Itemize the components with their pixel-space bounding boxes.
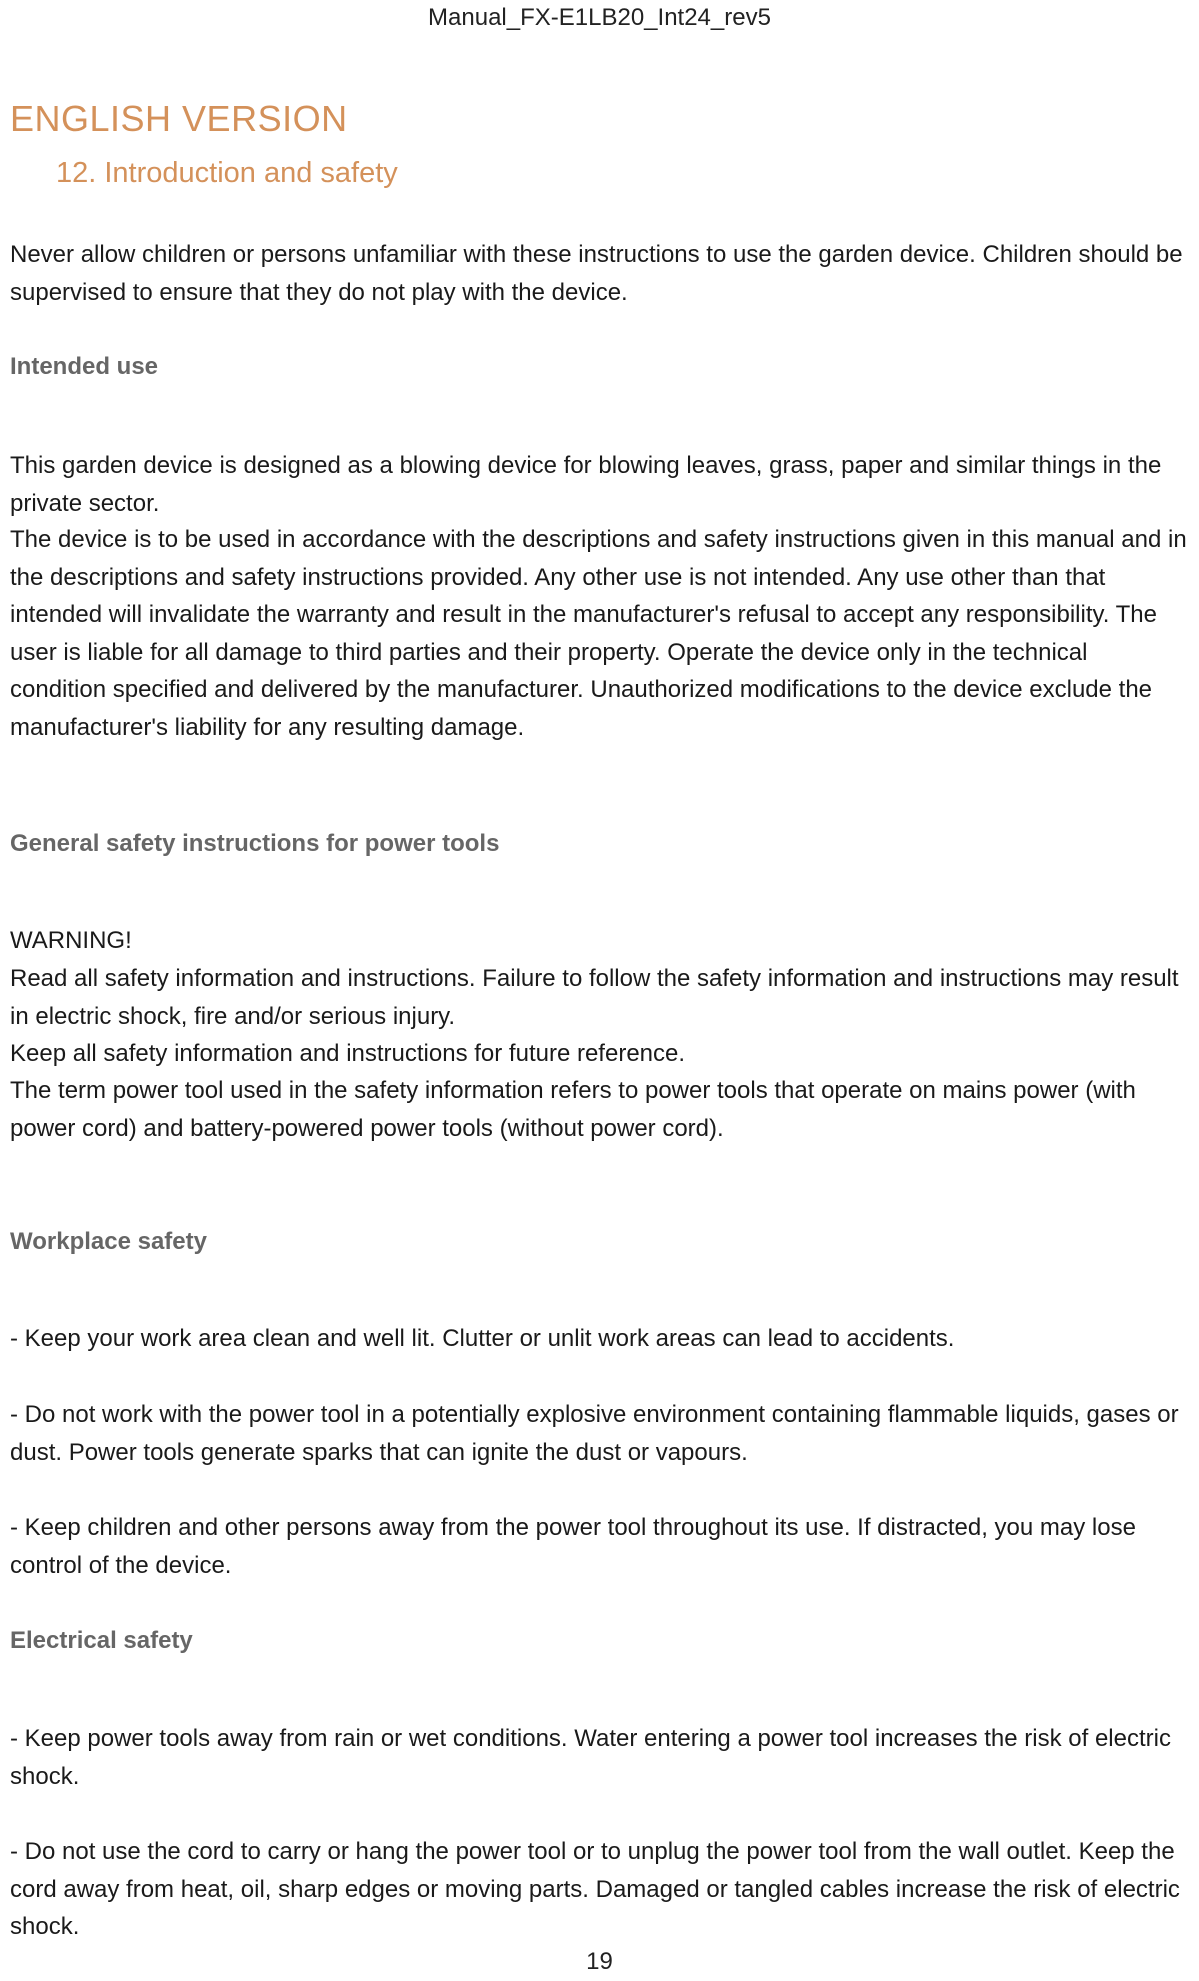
workplace-safety-heading: Workplace safety — [10, 1228, 207, 1255]
safety-power-tool-definition: The term power tool used in the safety information refers to power tools that operate on mains power (with power cord) and battery-powered power tools (without power cord). — [10, 1077, 1136, 1142]
intended-use-paragraph: This garden device is designed as a blowing device for blowing leaves, grass, paper and similar things in the private sector. — [10, 452, 1162, 517]
electrical-safety-heading: Electrical safety — [10, 1627, 193, 1654]
intended-use-paragraph-2: The device is to be used in accordance with the descriptions and safety instructions given in this manual and in the descriptions and safety instructions provided. Any other use is not intended. Any use other than that intended will invalidate the warranty and result in the manufacturer's refusal to accept any responsibility. The user is liable for all damage to third parties and their property. Operate the device only in the technical condition specified and delivered by the manufacturer. Unauthorized modifications to the device exclude the manufacturer's liability for any resulting damage. — [10, 526, 1187, 741]
section-title: 12. Introduction and safety — [56, 157, 398, 189]
electrical-item: - Do not use the cord to carry or hang the power tool or to unplug the power tool from the wall outlet. Keep the cord away from heat, oil, sharp edges or moving parts. Damaged or tangled cables increase the risk of electric shock. — [10, 1838, 1180, 1940]
safety-keep-instructions: Keep all safety information and instructions for future reference. — [10, 1040, 686, 1067]
page-number: 19 — [586, 1948, 613, 1975]
intro-paragraph: Never allow children or persons unfamiliar with these instructions to use the garden device. Children should be supervised to ensure that they do not play with the device. — [10, 241, 1183, 306]
intended-use-heading: Intended use — [10, 353, 159, 380]
document-header: Manual_FX-E1LB20_Int24_rev5 — [428, 4, 771, 31]
workplace-item: - Keep your work area clean and well lit. Clutter or unlit work areas can lead to accidents. — [10, 1325, 955, 1352]
safety-read-instructions: Read all safety information and instructions. Failure to follow the safety information and instructions may result in electric shock, fire and/or serious injury. — [10, 965, 1179, 1030]
workplace-item: - Keep children and other persons away from the power tool throughout its use. If distracted, you may lose control of the device. — [10, 1514, 1136, 1579]
electrical-item: - Keep power tools away from rain or wet conditions. Water entering a power tool increases the risk of electric shock. — [10, 1725, 1171, 1790]
warning-label: WARNING! — [10, 927, 132, 954]
language-title: ENGLISH VERSION — [10, 98, 348, 139]
general-safety-heading: General safety instructions for power tools — [10, 830, 500, 857]
workplace-item: - Do not work with the power tool in a potentially explosive environment containing flammable liquids, gases or dust. Power tools generate sparks that can ignite the dust or vapours. — [10, 1401, 1179, 1466]
